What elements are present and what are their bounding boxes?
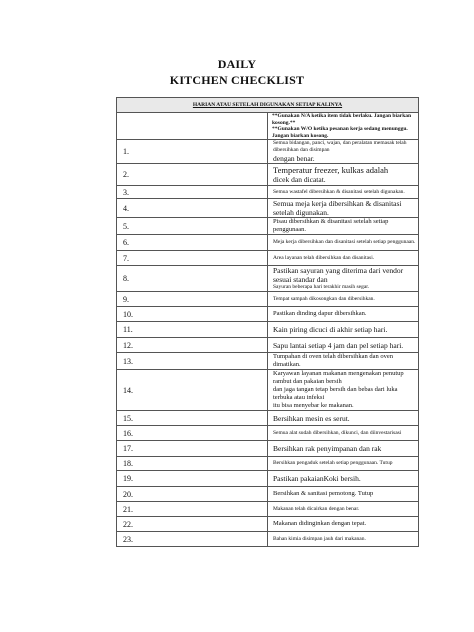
item-text <box>268 411 419 426</box>
note-na: **Gunakan N/A ketika item tidak berlaku. Jangan biarkan kosong.** <box>272 113 412 126</box>
item-text <box>268 517 419 532</box>
item-text-line: dan jaga tangan tetap bersih dan bebas dari luka terbuka atau infeksi <box>273 386 398 401</box>
item-number: 20. <box>117 487 268 502</box>
item-text <box>268 487 419 502</box>
table-header-cell: HARIAN ATAU SETELAH DIGUNAKAN SETIAP KALINYA <box>117 98 419 113</box>
item-text <box>268 186 419 199</box>
item-text-line: Makanan telah dicairkan dengan benar. <box>273 505 360 512</box>
checklist-row <box>117 471 419 487</box>
item-number: 16. <box>117 426 268 441</box>
item-text-line: dengan benar. <box>273 154 315 163</box>
item-text-line: Semua meja kerja dibersihkan & disanitasi setelah digunakan. <box>273 199 402 217</box>
item-number: 6. <box>117 235 268 251</box>
item-number: 7. <box>117 251 268 266</box>
checklist-table <box>116 97 419 547</box>
note-wo: **Gunakan W/O ketika pesanan kerja sedang menunggu. Jangan biarkan kosong. <box>272 126 408 139</box>
title-line-kitchen-checklist: KITCHEN CHECKLIST <box>169 73 305 87</box>
item-text <box>268 235 419 251</box>
item-number: 18. <box>117 457 268 471</box>
item-text <box>268 218 419 235</box>
item-number: 15. <box>117 411 268 426</box>
item-number: 21. <box>117 502 268 517</box>
item-text <box>268 164 419 186</box>
checklist-row <box>117 532 419 547</box>
checklist-row <box>117 411 419 426</box>
item-text-line: Sayuran beberapa hari terakhir masih segar. <box>273 284 370 290</box>
item-text-line: Temperatur freezer, kulkas adalah <box>273 165 389 175</box>
item-number: 2. <box>117 164 268 186</box>
item-text <box>268 307 419 322</box>
item-text <box>268 199 419 218</box>
item-text <box>268 471 419 487</box>
item-text <box>268 441 419 457</box>
item-text-line: Semua wastafel dibersihkan & disanitasi setelah digunakan. <box>273 188 405 195</box>
checklist-row <box>117 199 419 218</box>
item-number: 10. <box>117 307 268 322</box>
item-text <box>268 353 419 370</box>
item-text <box>268 140 419 164</box>
checklist-row <box>117 487 419 502</box>
item-number: 19. <box>117 471 268 487</box>
checklist-row <box>117 266 419 292</box>
item-text <box>268 251 419 266</box>
checklist-row <box>117 218 419 235</box>
item-text-line: Sapu lantai setiap 4 jam dan pel setiap hari. <box>273 340 404 350</box>
item-text-line: Bersihkan pengaduk setelah setiap penggunaan. Tutup <box>273 460 393 466</box>
item-text-line: itu bisa menyebar ke makanan. <box>273 402 354 409</box>
checklist-row <box>117 457 419 471</box>
item-text <box>268 266 419 292</box>
item-number: 13. <box>117 353 268 370</box>
checklist-row <box>117 235 419 251</box>
checklist-row <box>117 164 419 186</box>
item-number: 22. <box>117 517 268 532</box>
item-number: 9. <box>117 292 268 307</box>
checklist-row <box>117 370 419 411</box>
item-text-line: Bersihkan & sanitasi pemotong. Tutup <box>273 490 374 497</box>
item-text-line: Semua bidangan, panci, wajan, dan peralatan memasak telah dibersihkan dan disimpan <box>273 140 407 153</box>
item-text <box>268 457 419 471</box>
checklist-row <box>117 322 419 338</box>
item-text-line: Pastikan sayuran yang diterima dari vendor sesuai standar dan <box>273 266 404 284</box>
notes-cell <box>268 113 419 140</box>
item-text <box>268 338 419 353</box>
item-number: 1. <box>117 140 268 164</box>
item-number: 5. <box>117 218 268 235</box>
item-text-line: Bersihkan mesin es serut. <box>273 413 350 423</box>
item-text-line: Pastikan pakaianKoki bersih. <box>273 474 361 483</box>
item-text-line: Kain piring dicuci di akhir setiap hari. <box>273 325 388 334</box>
checklist-row <box>117 517 419 532</box>
item-text <box>268 292 419 307</box>
checklist-row <box>117 251 419 266</box>
item-text-line: Pastikan dinding dapur dibersihkan. <box>273 310 367 317</box>
item-number: 23. <box>117 532 268 547</box>
checklist-row <box>117 140 419 164</box>
item-number: 11. <box>117 322 268 338</box>
table-header-row <box>117 98 419 113</box>
item-number: 12. <box>117 338 268 353</box>
checklist-row <box>117 307 419 322</box>
checklist-row <box>117 292 419 307</box>
item-text <box>268 426 419 441</box>
item-text-line: Area layanan telah dibersihkan dan disanitasi. <box>273 254 375 261</box>
item-text-line: Karyawan layanan makanan mengenakan penutup rambut dan pakaian bersih <box>273 370 404 385</box>
checklist-row <box>117 426 419 441</box>
checklist-row <box>117 441 419 457</box>
item-number: 8. <box>117 266 268 292</box>
checklist-row <box>117 502 419 517</box>
item-text-line: Pisau dibersihkan & disanitasi setelah setiap penggunaan. <box>273 218 389 233</box>
item-number: 14. <box>117 370 268 411</box>
checklist-row <box>117 353 419 370</box>
item-text-line: Tumpahan di oven telah dibersihkan dan oven dimatikan. <box>273 353 393 368</box>
item-text-line: Meja kerja dibersihkan dan disanitasi setelah setiap penggunaan. <box>273 239 416 245</box>
item-number: 3. <box>117 186 268 199</box>
notes-num-cell <box>117 113 268 140</box>
checklist-row <box>117 186 419 199</box>
item-text <box>268 322 419 338</box>
item-text-line: Bersihkan rak penyimpanan dan rak <box>273 444 382 453</box>
item-text-line: Tempat sampah dikosongkan dan dibersihkan. <box>273 295 375 302</box>
item-text <box>268 502 419 517</box>
item-number: 4. <box>117 199 268 218</box>
item-text-line: Makanan didinginkan dengan tepat. <box>273 520 367 527</box>
item-number: 17. <box>117 441 268 457</box>
item-text-line: Semua alat sudah dibersihkan, dikunci, dan diinvestarisasi <box>273 429 402 436</box>
title-line-daily: DAILY <box>217 57 257 71</box>
document-title <box>0 56 474 88</box>
item-text-line: Bahan kimia disimpan jauh dari makanan. <box>273 535 366 542</box>
item-text <box>268 370 419 411</box>
item-text-line: dicek dan dicatat. <box>273 175 326 184</box>
notes-row <box>117 113 419 140</box>
item-text <box>268 532 419 547</box>
checklist-row <box>117 338 419 353</box>
